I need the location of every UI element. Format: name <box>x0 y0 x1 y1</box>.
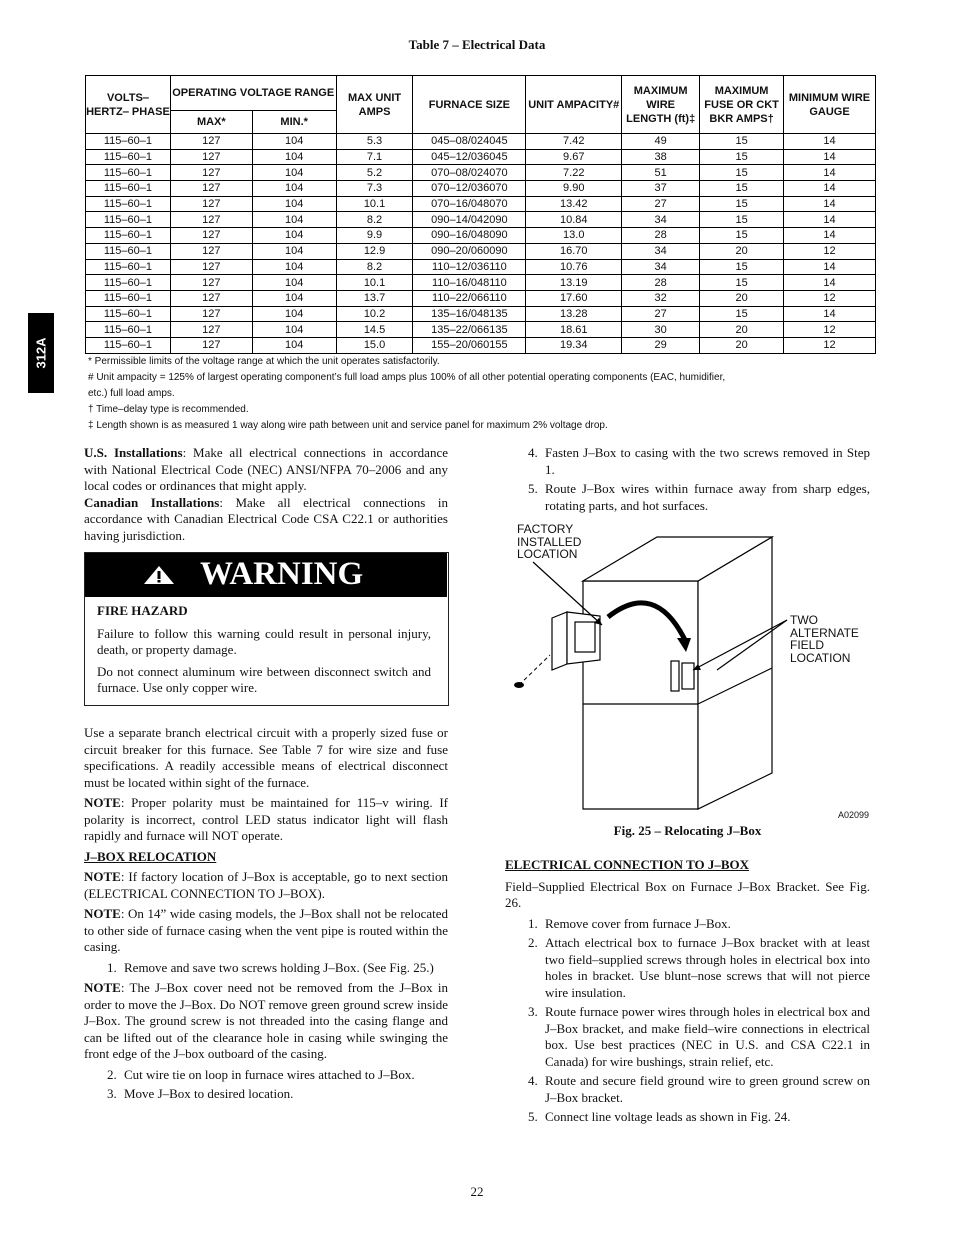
header-min: MIN.* <box>252 111 336 134</box>
table-cell: 115‒60‒1 <box>86 212 171 228</box>
footnote: etc.) full load amps. <box>88 388 175 399</box>
table-cell: 104 <box>252 134 336 150</box>
table-cell: 104 <box>252 181 336 197</box>
table-cell: 127 <box>170 212 252 228</box>
table-cell: 16.70 <box>526 243 622 259</box>
table-cell: 115‒60‒1 <box>86 181 171 197</box>
table-cell: 14 <box>784 259 876 275</box>
warning-text-2: Do not connect aluminum wire between disconnect switch and furnace. Use only copper wire. <box>97 663 431 695</box>
table-cell: 7.42 <box>526 134 622 150</box>
table-cell: 14 <box>784 149 876 165</box>
list-item: 1. Remove cover from furnace J‒Box. <box>528 915 731 931</box>
table-cell: 115‒60‒1 <box>86 275 171 291</box>
figure-code: A02099 <box>838 810 870 820</box>
list-item: 2. Attach electrical box to furnace J‒Box bracket with at least two field‒supplied screws through holes in electrical box into holes in bracket. Use blunt‒nose screws that will not pierce wire insulation. <box>528 935 870 1000</box>
table-cell: 104 <box>252 212 336 228</box>
table-cell: 104 <box>252 149 336 165</box>
table-cell: 127 <box>170 181 252 197</box>
table-cell: 19.34 <box>526 337 622 353</box>
note-factory: NOTE: If factory location of J‒Box is acceptable, go to next section (ELECTRICAL CONNECTION TO J‒BOX). <box>84 869 448 901</box>
table-cell: 090‒16/048090 <box>413 228 526 244</box>
table-cell: 13.19 <box>526 275 622 291</box>
table-cell: 115‒60‒1 <box>86 165 171 181</box>
table-row <box>86 196 876 212</box>
table-cell: 10.2 <box>336 306 413 322</box>
table-title: Table 7 – Electrical Data <box>408 37 546 52</box>
table-cell: 9.90 <box>526 181 622 197</box>
table-cell: 115‒60‒1 <box>86 196 171 212</box>
table-row <box>86 228 876 244</box>
table-cell: 104 <box>252 322 336 338</box>
table-cell: 14 <box>784 228 876 244</box>
header-max-wire-length: MAXIMUM WIRE LENGTH (ft)‡ <box>622 76 700 134</box>
table-cell: 15 <box>700 134 784 150</box>
table-cell: 20 <box>700 337 784 353</box>
table-cell: 14 <box>784 165 876 181</box>
table-cell: 8.2 <box>336 259 413 275</box>
warning-text-1: Failure to follow this warning could result in personal injury, death, or property damage. <box>97 625 431 657</box>
table-cell: 10.76 <box>526 259 622 275</box>
table-row <box>86 306 876 322</box>
table-cell: 135‒22/066135 <box>413 322 526 338</box>
table-cell: 104 <box>252 196 336 212</box>
table-cell: 070‒16/048070 <box>413 196 526 212</box>
table-cell: 27 <box>622 306 700 322</box>
electrical-connection-intro: Field‒Supplied Electrical Box on Furnace J‒Box Bracket. See Fig. 26. <box>505 878 870 910</box>
table-cell: 104 <box>252 290 336 306</box>
header-volts: VOLTS‒ HERTZ‒ PHASE <box>86 76 171 134</box>
table-cell: 17.60 <box>526 290 622 306</box>
table-cell: 49 <box>622 134 700 150</box>
table-cell: 104 <box>252 337 336 353</box>
table-cell: 51 <box>622 165 700 181</box>
table-cell: 9.67 <box>526 149 622 165</box>
table-cell: 34 <box>622 243 700 259</box>
header-min-wire-gauge: MINIMUM WIRE GAUGE <box>784 76 876 134</box>
table-cell: 104 <box>252 228 336 244</box>
table-cell: 115‒60‒1 <box>86 243 171 259</box>
list-item: 3. Move J‒Box to desired location. <box>107 1086 294 1101</box>
table-cell: 15 <box>700 181 784 197</box>
table-cell: 9.9 <box>336 228 413 244</box>
table-cell: 045‒08/024045 <box>413 134 526 150</box>
branch-circuit-text: Use a separate branch electrical circuit with a properly sized fuse or circuit breaker for this furnace. See Table 7 for wire size and fuse specifications. A readily accessible means of electrical disconnect must be located within sight of the furnace. <box>84 725 448 790</box>
table-row <box>86 259 876 275</box>
table-cell: 15 <box>700 275 784 291</box>
table-cell: 13.28 <box>526 306 622 322</box>
table-cell: 115‒60‒1 <box>86 290 171 306</box>
table-row <box>86 322 876 338</box>
header-max: MAX* <box>170 111 252 134</box>
table-cell: 28 <box>622 275 700 291</box>
table-cell: 15 <box>700 149 784 165</box>
table-cell: 34 <box>622 212 700 228</box>
table-cell: 127 <box>170 149 252 165</box>
table-cell: 070‒08/024070 <box>413 165 526 181</box>
header-max-unit-amps: MAX UNIT AMPS <box>336 76 413 134</box>
table-cell: 12.9 <box>336 243 413 259</box>
left-column-body <box>84 725 448 1103</box>
figure-label-factory: FACTORY INSTALLED LOCATION <box>517 522 582 561</box>
table-cell: 104 <box>252 306 336 322</box>
right-column-top <box>528 445 870 514</box>
table-cell: 127 <box>170 306 252 322</box>
table-cell: 110‒12/036110 <box>413 259 526 275</box>
table-cell: 14 <box>784 196 876 212</box>
table-cell: 104 <box>252 165 336 181</box>
table-cell: 7.1 <box>336 149 413 165</box>
figure-caption: Fig. 25 ‒ Relocating J‒Box <box>613 823 762 838</box>
table-cell: 110‒16/048110 <box>413 275 526 291</box>
footnote: † Time‒delay type is recommended. <box>88 404 249 415</box>
table-cell: 38 <box>622 149 700 165</box>
table-cell: 104 <box>252 275 336 291</box>
table-cell: 15 <box>700 259 784 275</box>
right-column-body <box>505 857 870 1129</box>
table-cell: 27 <box>622 196 700 212</box>
header-unit-ampacity: UNIT AMPACITY# <box>526 76 622 134</box>
table-cell: 12 <box>784 322 876 338</box>
table-cell: 155‒20/060155 <box>413 337 526 353</box>
table-cell: 10.1 <box>336 196 413 212</box>
electrical-connection-steps <box>505 916 870 1126</box>
side-tab <box>28 313 54 393</box>
list-item: 3. Route furnace power wires through holes in electrical box and J‒Box bracket, and make field‒wire connections in electrical box. Use best practices (NEC in U.S. and CSA C22.1 in Canada) for wire bushings, strain relief, etc. <box>528 1004 870 1069</box>
table-cell: 127 <box>170 243 252 259</box>
table-cell: 15.0 <box>336 337 413 353</box>
table-body <box>86 134 876 354</box>
footnote: # Unit ampacity = 125% of largest operating component’s full load amps plus 100% of all other potential operating components (EAC, humidifier, <box>88 372 726 383</box>
table-row <box>86 212 876 228</box>
table-cell: 090‒14/042090 <box>413 212 526 228</box>
table-cell: 127 <box>170 290 252 306</box>
header-max-fuse: MAXIMUM FUSE OR CKT BKR AMPS† <box>700 76 784 134</box>
footnote: * Permissible limits of the voltage range at which the unit operates satisfactorily. <box>88 356 440 367</box>
table-cell: 8.2 <box>336 212 413 228</box>
warning-triangle-icon <box>143 565 175 585</box>
list-item: 5. Route J‒Box wires within furnace away from sharp edges, rotating parts, and hot surfaces. <box>528 481 870 513</box>
jbox-relocation-heading: J‒BOX RELOCATION <box>84 848 217 864</box>
table-cell: 127 <box>170 228 252 244</box>
table-cell: 14 <box>784 212 876 228</box>
header-furnace-size: FURNACE SIZE <box>413 76 526 134</box>
table-cell: 115‒60‒1 <box>86 306 171 322</box>
table-cell: 127 <box>170 259 252 275</box>
table-cell: 15 <box>700 212 784 228</box>
table-cell: 14 <box>784 275 876 291</box>
note-14-inch: NOTE: On 14” wide casing models, the J‒Box shall not be relocated to other side of furnace casing when the vent pipe is routed within the casing. <box>84 906 448 954</box>
table-cell: 14.5 <box>336 322 413 338</box>
note-polarity: NOTE: Proper polarity must be maintained for 115‒v wiring. If polarity is incorrect, control LED status indicator light will flash rapidly and furnace will NOT operate. <box>84 795 448 843</box>
footnote: ‡ Length shown is as measured 1 way along wire path between unit and service panel for maximum 2% voltage drop. <box>88 420 608 431</box>
list-item: 1. Remove and save two screws holding J‒Box. (See Fig. 25.) <box>107 959 434 975</box>
table-footnotes <box>88 354 878 434</box>
figure-label-alternate: TWO ALTERNATE FIELD LOCATION <box>790 613 859 665</box>
table-cell: 20 <box>700 322 784 338</box>
table-cell: 15 <box>700 165 784 181</box>
table-row <box>86 134 876 150</box>
table-row <box>86 290 876 306</box>
electrical-connection-heading: ELECTRICAL CONNECTION TO J‒BOX <box>505 857 750 872</box>
table-cell: 12 <box>784 290 876 306</box>
electrical-data-table <box>85 75 876 354</box>
table-cell: 28 <box>622 228 700 244</box>
table-cell: 13.42 <box>526 196 622 212</box>
table-cell: 115‒60‒1 <box>86 259 171 275</box>
table-cell: 115‒60‒1 <box>86 337 171 353</box>
table-cell: 32 <box>622 290 700 306</box>
table-cell: 115‒60‒1 <box>86 149 171 165</box>
table-cell: 5.3 <box>336 134 413 150</box>
table-cell: 15 <box>700 196 784 212</box>
list-item: 5. Connect line voltage leads as shown in Fig. 24. <box>528 1109 791 1124</box>
table-cell: 14 <box>784 306 876 322</box>
table-cell: 115‒60‒1 <box>86 134 171 150</box>
table-cell: 12 <box>784 243 876 259</box>
table-row <box>86 337 876 353</box>
table-cell: 37 <box>622 181 700 197</box>
table-cell: 070‒12/036070 <box>413 181 526 197</box>
table-row <box>86 275 876 291</box>
table-cell: 127 <box>170 322 252 338</box>
table-cell: 20 <box>700 243 784 259</box>
list-item: 4. Fasten J‒Box to casing with the two screws removed in Step 1. <box>528 445 870 477</box>
us-installations: U.S. Installations: Make all electrical connections in accordance with National Electrical Code (NEC) ANSI/NFPA 70‒2006 and any local codes or ordinances that might apply. <box>84 445 448 493</box>
side-tab-label: 312A <box>33 337 49 369</box>
table-cell: 104 <box>252 259 336 275</box>
table-cell: 127 <box>170 134 252 150</box>
table-cell: 135‒16/048135 <box>413 306 526 322</box>
table-cell: 29 <box>622 337 700 353</box>
installation-codes <box>84 445 448 544</box>
table-cell: 20 <box>700 290 784 306</box>
table-cell: 14 <box>784 181 876 197</box>
table-cell: 12 <box>784 337 876 353</box>
table-cell: 13.0 <box>526 228 622 244</box>
canadian-installations: Canadian Installations: Make all electrical connections in accordance with Canadian Electrical Code CSA C22.1 or authorities having jurisdiction. <box>84 494 448 543</box>
table-cell: 18.61 <box>526 322 622 338</box>
table-cell: 115‒60‒1 <box>86 228 171 244</box>
table-cell: 13.7 <box>336 290 413 306</box>
table-cell: 090‒20/060090 <box>413 243 526 259</box>
table-cell: 127 <box>170 165 252 181</box>
table-cell: 7.3 <box>336 181 413 197</box>
table-cell: 127 <box>170 337 252 353</box>
table-cell: 127 <box>170 275 252 291</box>
table-cell: 34 <box>622 259 700 275</box>
table-cell: 5.2 <box>336 165 413 181</box>
table-cell: 127 <box>170 196 252 212</box>
table-cell: 15 <box>700 306 784 322</box>
table-cell: 7.22 <box>526 165 622 181</box>
table-cell: 110‒22/066110 <box>413 290 526 306</box>
table-row <box>86 181 876 197</box>
table-cell: 30 <box>622 322 700 338</box>
figure-relocating-jbox <box>505 520 875 820</box>
warning-hazard: FIRE HAZARD <box>97 603 188 618</box>
page-number: 22 <box>470 1184 484 1199</box>
warning-content <box>97 603 431 697</box>
table-row <box>86 149 876 165</box>
note-cover: NOTE: The J‒Box cover need not be removed from the J‒Box in order to move the J‒Box. Do NOT remove green ground screw inside J‒Box. The ground screw is not threaded into the casing flange and can be lifted out of the clearance hole in casing while swinging the front edge of the J‒box outboard of the casing. <box>84 980 448 1061</box>
table-row <box>86 165 876 181</box>
warning-title: WARNING <box>200 556 364 592</box>
table-cell: 14 <box>784 134 876 150</box>
table-cell: 115‒60‒1 <box>86 322 171 338</box>
table-cell: 10.84 <box>526 212 622 228</box>
list-item: 2. Cut wire tie on loop in furnace wires attached to J‒Box. <box>107 1066 415 1082</box>
table-cell: 104 <box>252 243 336 259</box>
table-cell: 10.1 <box>336 275 413 291</box>
table-cell: 15 <box>700 228 784 244</box>
header-operating-range: OPERATING VOLTAGE RANGE <box>170 76 336 111</box>
table-row <box>86 243 876 259</box>
list-item: 4. Route and secure field ground wire to green ground screw on J‒Box bracket. <box>528 1073 870 1105</box>
table-cell: 045‒12/036045 <box>413 149 526 165</box>
